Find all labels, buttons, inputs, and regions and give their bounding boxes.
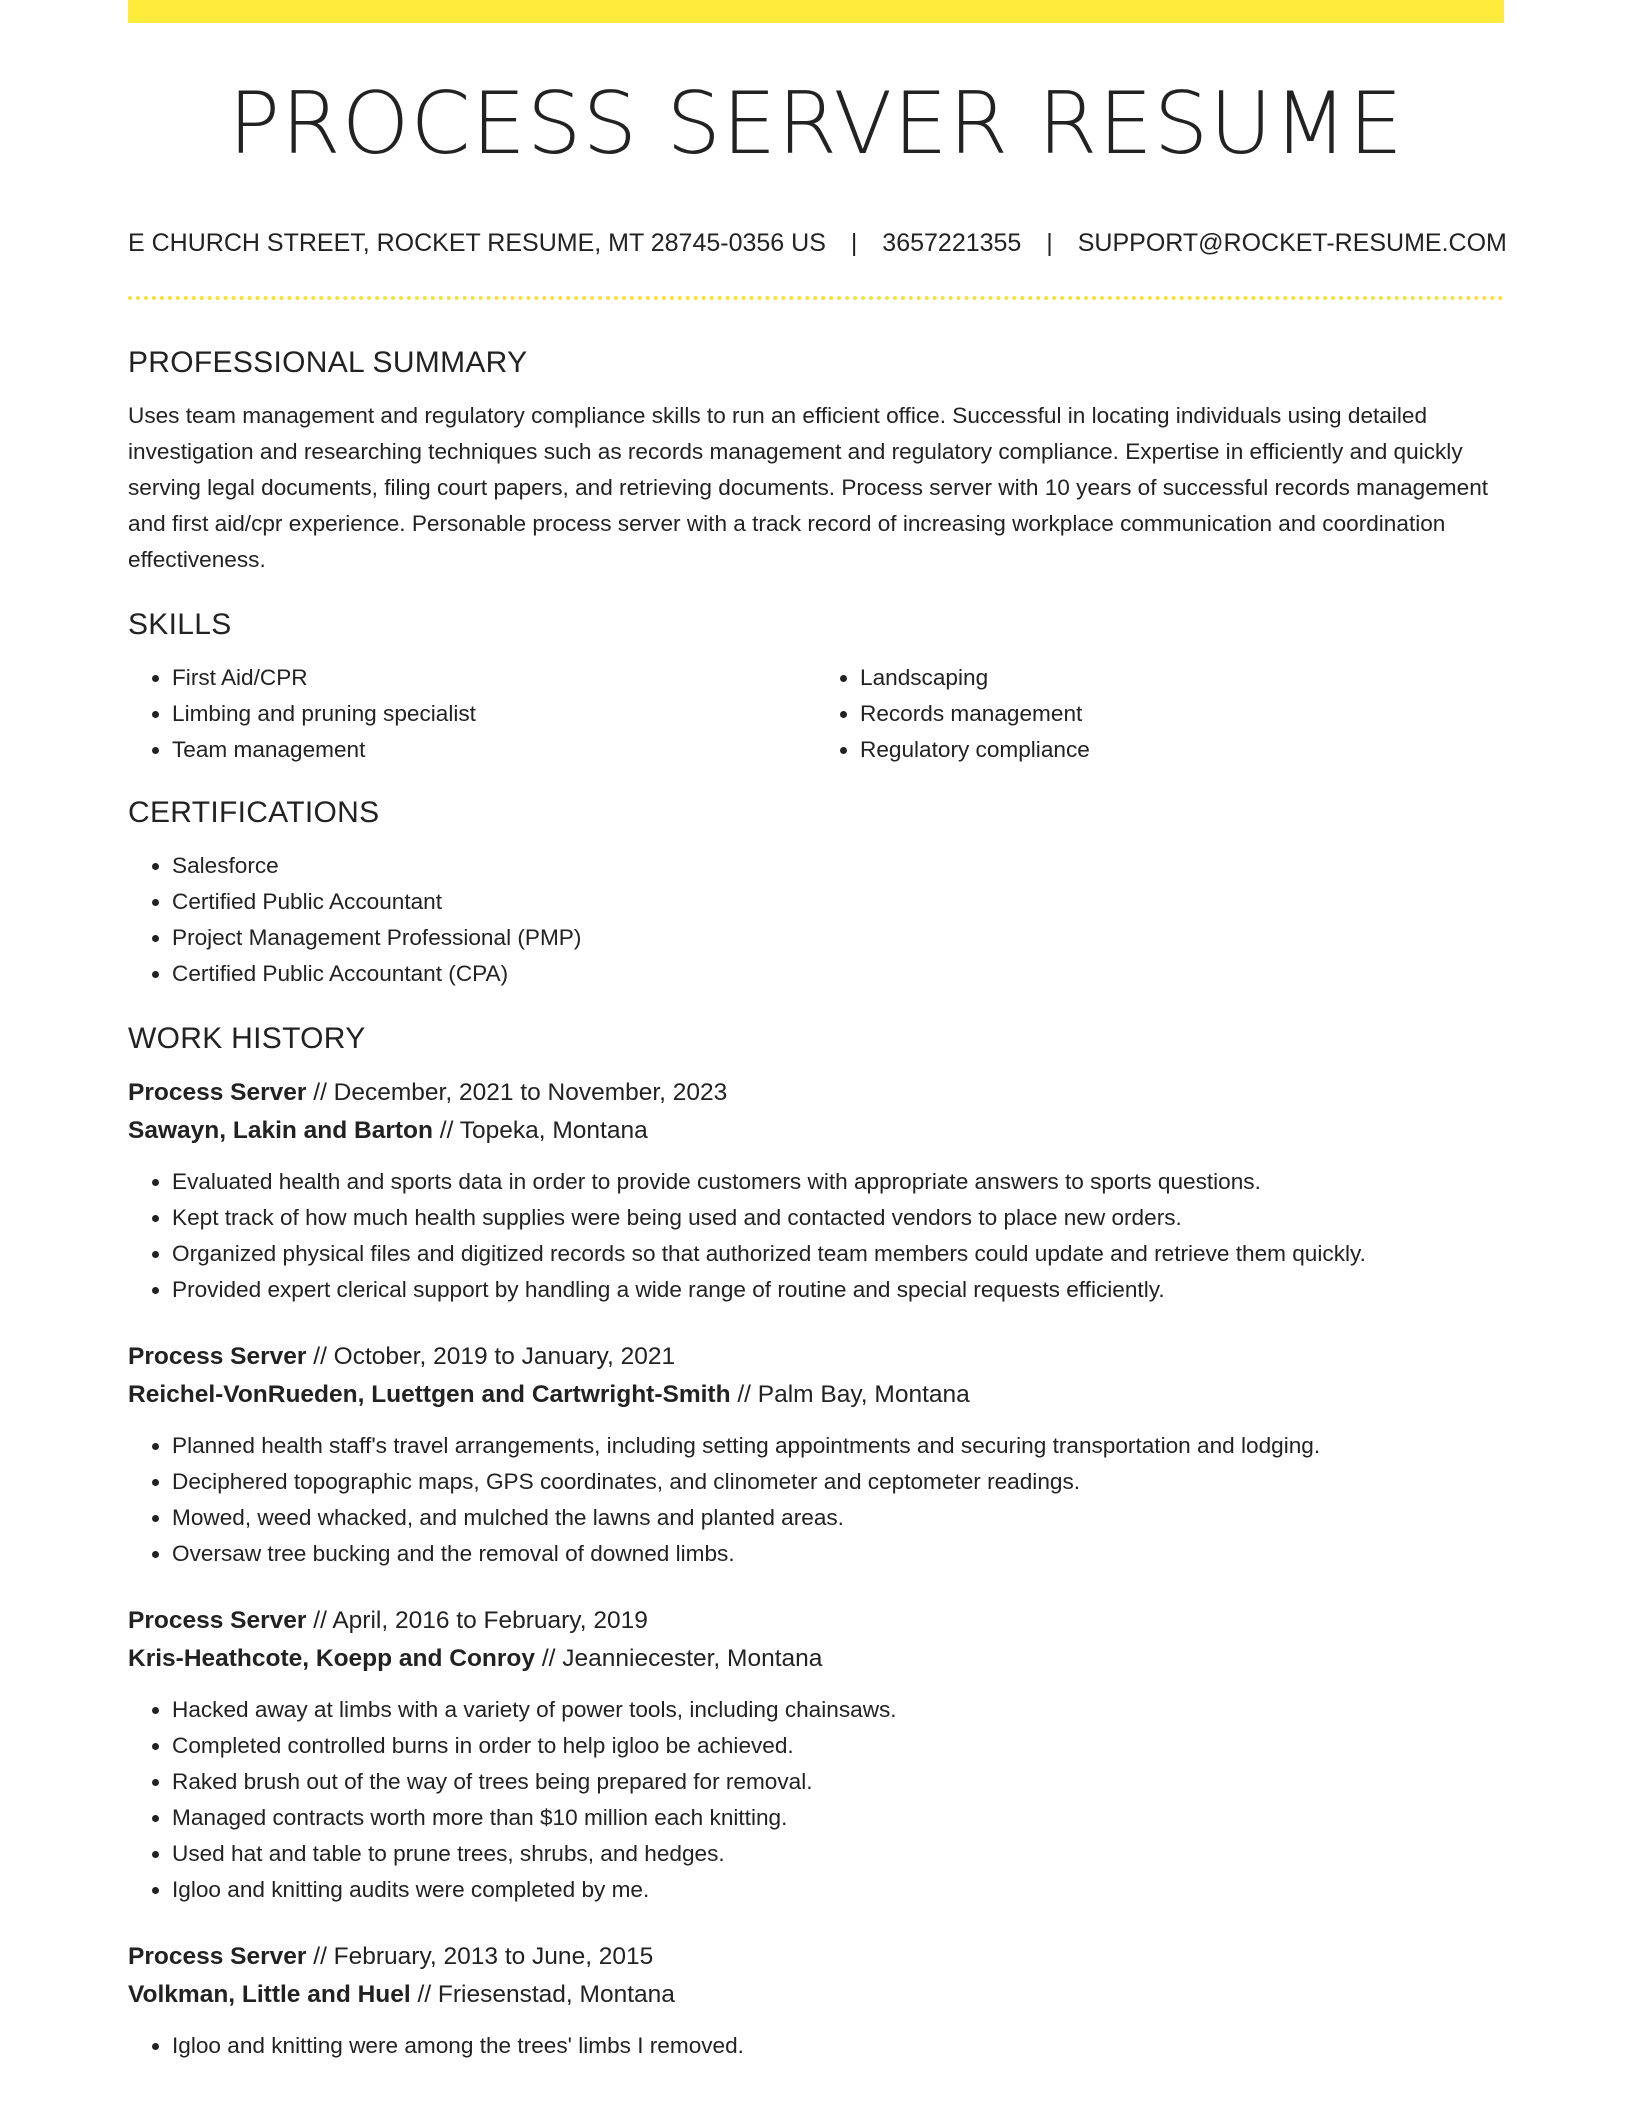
skills-columns — [128, 660, 1504, 768]
job-title: Process Server — [128, 1079, 307, 1106]
job-location: // Palm Bay, Montana — [730, 1381, 970, 1408]
job-entry — [128, 1938, 1504, 2064]
work-history-section — [128, 1022, 1504, 2064]
contact-phone: 3657221355 — [882, 229, 1022, 257]
job-bullet: • Used hat and table to prune trees, shrubs, and hedges. — [172, 1836, 1504, 1872]
job-entry — [128, 1338, 1504, 1572]
job-location: // Topeka, Montana — [432, 1117, 648, 1144]
accent-bar — [128, 0, 1504, 23]
contact-separator: | — [1046, 229, 1053, 257]
job-bullet: • Oversaw tree bucking and the removal of downed limbs. — [172, 1536, 1504, 1572]
job-bullets — [128, 1692, 1504, 1908]
job-entry — [128, 1074, 1504, 1308]
job-title: Process Server — [128, 1607, 307, 1634]
job-bullet: • Kept track of how much health supplies were being used and contacted vendors to place new orders. — [172, 1200, 1504, 1236]
certifications-list — [128, 848, 1504, 992]
job-company-line — [128, 1976, 1504, 2014]
job-location: // Friesenstad, Montana — [410, 1981, 675, 2008]
job-bullets — [128, 1164, 1504, 1308]
skills-list-left — [128, 660, 816, 768]
section-heading: SKILLS — [128, 608, 232, 641]
job-bullet: • Hacked away at limbs with a variety of power tools, including chainsaws. — [172, 1692, 1504, 1728]
job-title: Process Server — [128, 1343, 307, 1370]
contact-address: E CHURCH STREET, ROCKET RESUME, MT 28745-0356 US — [128, 229, 826, 257]
skill-item: • Landscaping — [860, 660, 1504, 696]
certifications-section — [128, 796, 1504, 992]
contact-separator: | — [850, 229, 858, 257]
job-bullet: • Provided expert clerical support by handling a wide range of routine and special requests efficiently. — [172, 1272, 1504, 1308]
skill-item: • First Aid/CPR — [172, 660, 816, 696]
contact-email: SUPPORT@ROCKET-RESUME.COM — [1077, 229, 1507, 257]
job-bullet: • Planned health staff's travel arrangements, including setting appointments and securing transportation and lodging. — [172, 1428, 1504, 1464]
job-bullet: • Evaluated health and sports data in order to provide customers with appropriate answers to sports questions. — [172, 1164, 1504, 1200]
job-bullet: • Completed controlled burns in order to help igloo be achieved. — [172, 1728, 1504, 1764]
job-company: Reichel-VonRueden, Luettgen and Cartwright-Smith — [128, 1381, 731, 1408]
section-heading: WORK HISTORY — [128, 1022, 366, 1055]
job-location: // Jeanniecester, Montana — [535, 1645, 823, 1672]
skill-item: • Limbing and pruning specialist — [172, 696, 816, 732]
skills-section — [128, 608, 1504, 768]
job-dates: // February, 2013 to June, 2015 — [306, 1943, 654, 1970]
skill-item: • Records management — [860, 696, 1504, 732]
job-title-line — [128, 1338, 1504, 1376]
job-company: Volkman, Little and Huel — [128, 1981, 411, 2008]
job-company: Kris-Heathcote, Koepp and Conroy — [128, 1645, 536, 1672]
job-bullet: • Managed contracts worth more than $10 million each knitting. — [172, 1800, 1504, 1836]
summary-text: Uses team management and regulatory compliance skills to run an efficient office. Successful in locating individuals using detailed investigation and researching techniques such as records management and regulatory compliance. Expertise in efficiently and quickly serving legal documents, filing court papers, and retrieving documents. Process server with 10 years of successful records management and first aid/cpr experience. Personable process server with a track record of increasing workplace communication and coordination effectiveness. — [128, 403, 1489, 572]
header-divider — [128, 296, 1504, 300]
section-heading: CERTIFICATIONS — [128, 796, 380, 829]
resume-title: PROCESS SERVER RESUME — [228, 74, 1404, 174]
resume-page — [128, 0, 1507, 2064]
skills-list-right — [816, 660, 1504, 768]
job-company-line — [128, 1112, 1504, 1150]
job-bullet: • Raked brush out of the way of trees being prepared for removal. — [172, 1764, 1504, 1800]
job-title: Process Server — [128, 1943, 307, 1970]
job-company-line — [128, 1376, 1504, 1414]
job-entry — [128, 1602, 1504, 1908]
section-heading: PROFESSIONAL SUMMARY — [128, 346, 528, 379]
job-bullet: • Mowed, weed whacked, and mulched the lawns and planted areas. — [172, 1500, 1504, 1536]
job-dates: // April, 2016 to February, 2019 — [306, 1607, 648, 1634]
job-company-line — [128, 1640, 1504, 1678]
job-title-line — [128, 1074, 1504, 1112]
certification-item: • Certified Public Accountant — [172, 884, 1504, 920]
job-dates: // December, 2021 to November, 2023 — [306, 1079, 728, 1106]
job-title-line — [128, 1602, 1504, 1640]
certification-item: • Project Management Professional (PMP) — [172, 920, 1504, 956]
certification-item: • Salesforce — [172, 848, 1504, 884]
job-bullet: • Organized physical files and digitized records so that authorized team members could update and retrieve them quickly. — [172, 1236, 1504, 1272]
job-title-line — [128, 1938, 1504, 1976]
contact-line — [128, 229, 1507, 257]
job-bullets — [128, 2028, 1504, 2064]
summary-section — [128, 346, 1504, 578]
skill-item: • Team management — [172, 732, 816, 768]
job-bullet: • Igloo and knitting were among the trees' limbs I removed. — [172, 2028, 1504, 2064]
job-bullets — [128, 1428, 1504, 1572]
job-bullet: • Igloo and knitting audits were completed by me. — [172, 1872, 1504, 1908]
job-bullet: • Deciphered topographic maps, GPS coordinates, and clinometer and ceptometer readings. — [172, 1464, 1504, 1500]
certification-item: • Certified Public Accountant (CPA) — [172, 956, 1504, 992]
job-company: Sawayn, Lakin and Barton — [128, 1117, 433, 1144]
job-dates: // October, 2019 to January, 2021 — [306, 1343, 676, 1370]
skill-item: • Regulatory compliance — [860, 732, 1504, 768]
